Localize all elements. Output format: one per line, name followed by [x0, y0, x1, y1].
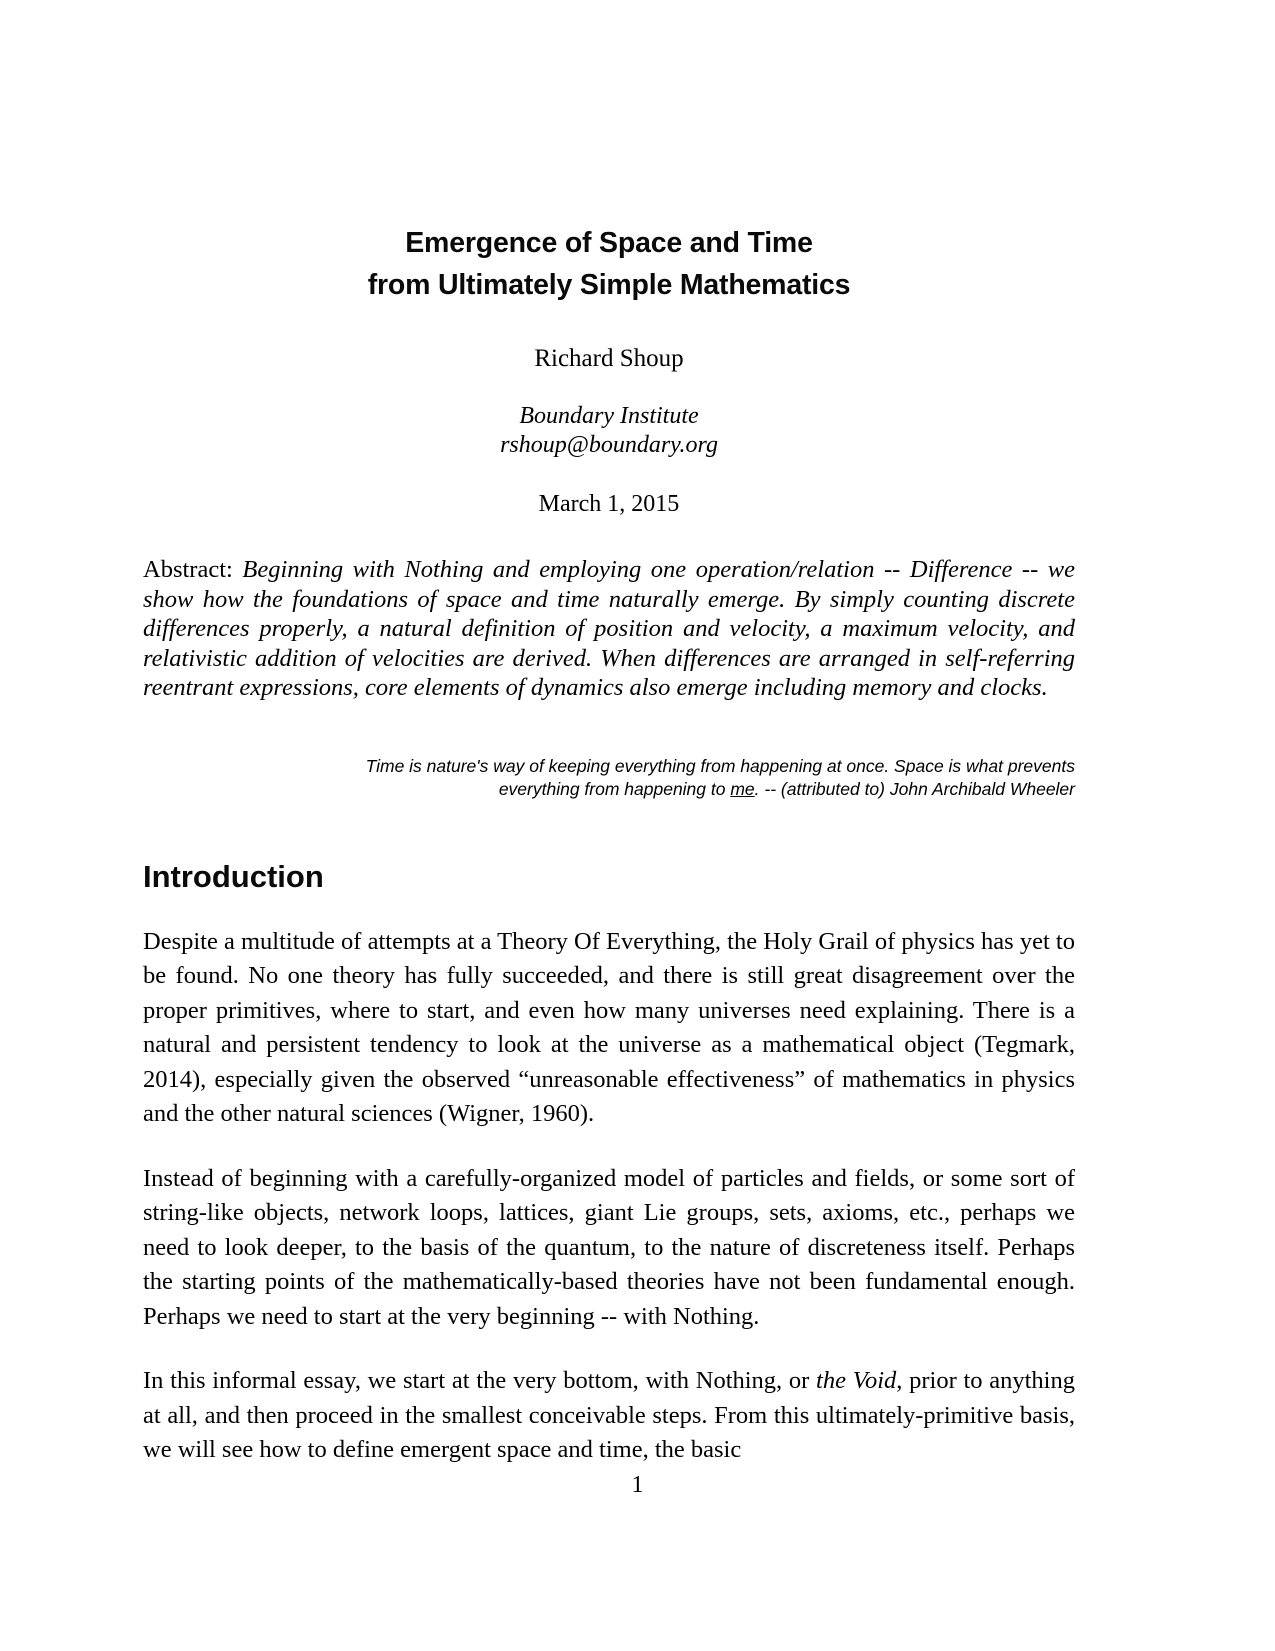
- abstract-text: Beginning with Nothing and employing one operation/relation -- Difference -- we show how the foundations of space and time naturally emerge. By simply counting discrete differences properly, a natural definition of position and velocity, a maximum velocity, and relativistic addition of velocities are derived. When differences are arranged in self-referring reentrant expressions, core elements of dynamics also emerge including memory and clocks.: [143, 556, 1076, 701]
- paragraph-run: Despite a multitude of attempts at a Theory Of Everything, the Holy Grail of physics has yet to be found. No one theory has fully succeeded, and there is still great disagreement over the proper primitives, where to start, and even how many universes need explaining. There is a natural and persistent tendency to look at the universe as a mathematical object (Tegmark, 2014), especially given the observed “unreasonable effectiveness” of mathematics in physics and the other natural sciences (Wigner, 1960).: [143, 927, 1075, 1127]
- title-line-1: Emergence of Space and Time: [405, 227, 813, 259]
- paragraph-run: , prior to anything at all, and then proceed in the smallest conceivable steps. From this ultimately-primitive basis, we will see how to define emergent space and time, the basic: [143, 1367, 1075, 1463]
- page-number: 1: [631, 1472, 644, 1498]
- abstract-label: Abstract:: [143, 556, 233, 583]
- author-name: Richard Shoup: [534, 345, 684, 372]
- epigraph-quote: [343, 755, 1075, 801]
- affiliation: Boundary Institute: [519, 403, 699, 429]
- author-email: rshoup@boundary.org: [500, 432, 718, 458]
- paragraph-run: In this informal essay, we start at the very bottom, with Nothing, or: [143, 1367, 817, 1394]
- epigraph-text-part-1: Time is nature's way of keeping everything from happening at once. Space is what prevents everything from happening to: [365, 755, 1075, 799]
- paper-title: [143, 222, 1075, 306]
- abstract-section: [143, 555, 1075, 703]
- page-content: [143, 0, 1075, 1468]
- epigraph-emphasis: me: [730, 778, 755, 799]
- body-paragraph-1: [143, 925, 1075, 1132]
- body-paragraph-2: [143, 1162, 1075, 1335]
- paragraph-run: Instead of beginning with a carefully-organized model of particles and fields, or some sort of string-like objects, network loops, lattices, giant Lie groups, sets, axioms, etc., perhaps we need to look deeper, to the basis of the quantum, to the nature of discreteness itself. Perhaps the starting points of the mathematically-based theories have not been fundamental enough. Perhaps we need to start at the very beginning -- with Nothing.: [143, 1164, 1075, 1330]
- section-heading-introduction: Introduction: [143, 858, 324, 894]
- publication-date: March 1, 2015: [538, 491, 680, 517]
- paragraph-run-italic: the Void: [816, 1367, 897, 1394]
- author-affiliation-block: [143, 402, 1075, 460]
- epigraph-text-part-2: . -- (attributed to) John Archibald Wheeler: [754, 778, 1075, 799]
- body-paragraph-3: [143, 1364, 1075, 1468]
- title-line-2: from Ultimately Simple Mathematics: [367, 269, 851, 301]
